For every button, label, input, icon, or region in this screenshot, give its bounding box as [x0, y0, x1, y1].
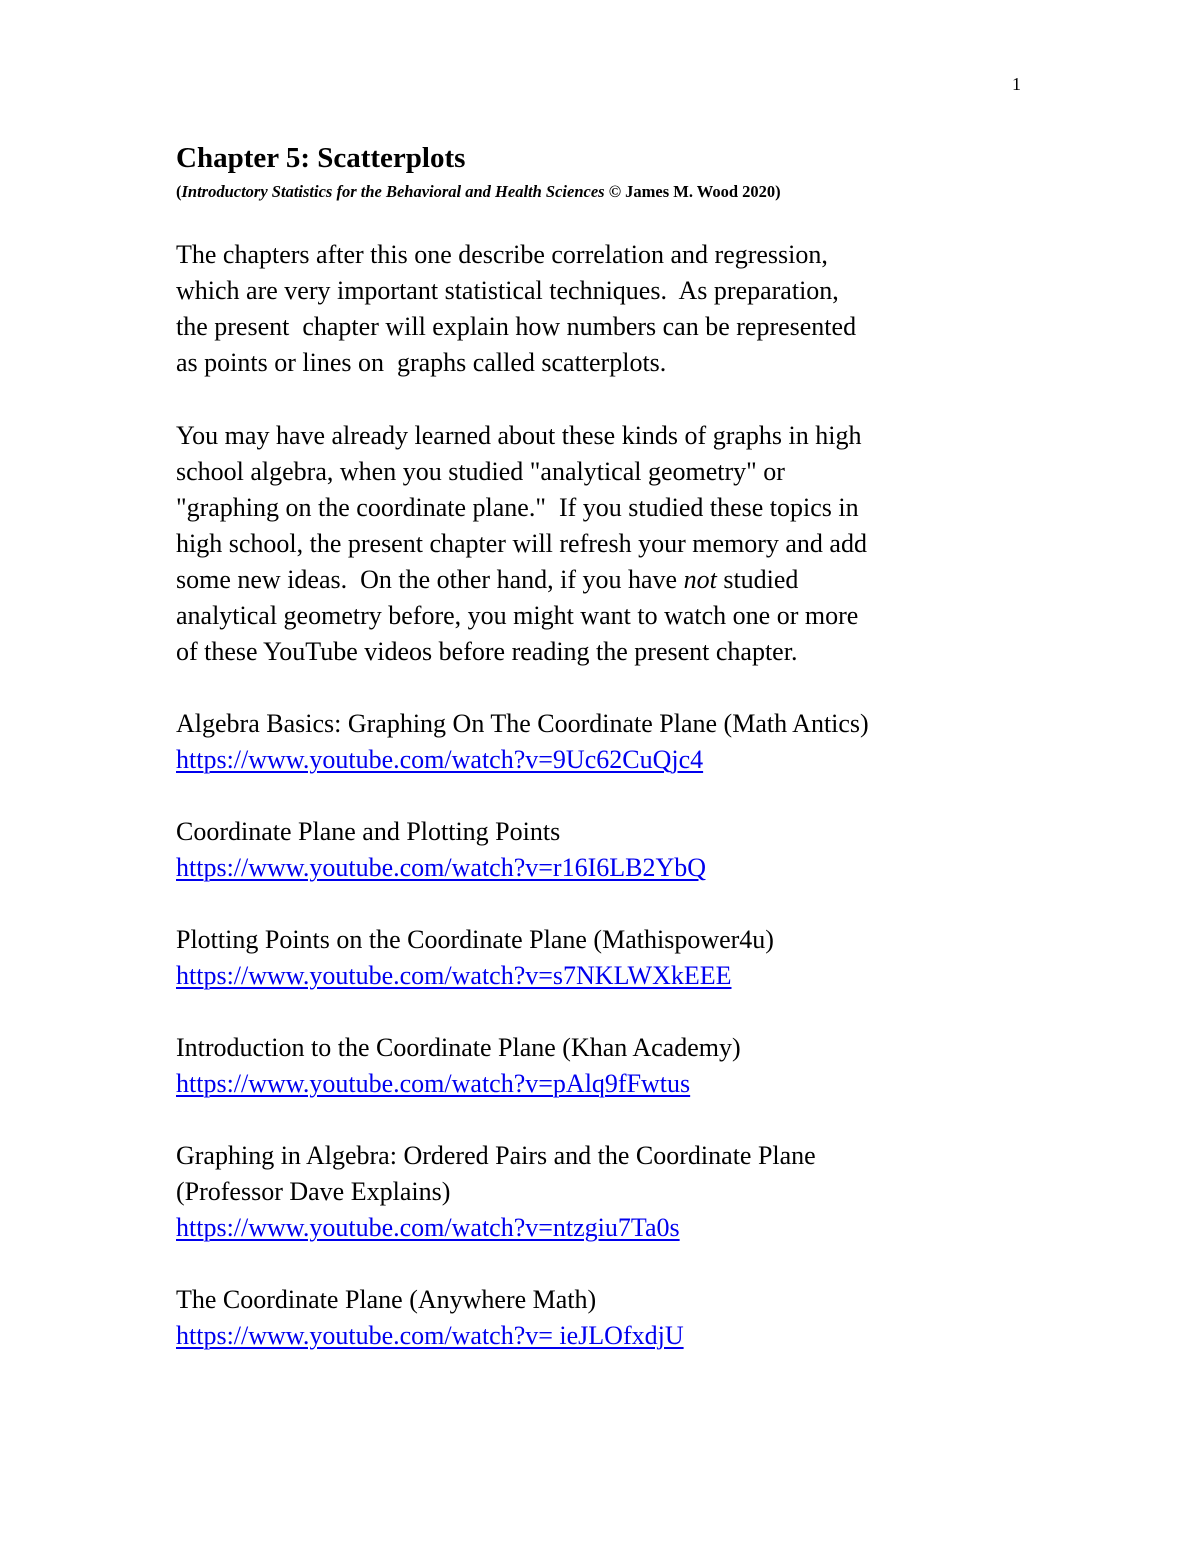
subtitle-book-title: Introductory Statistics for the Behavioral and Health Sciences	[181, 182, 605, 201]
video-link[interactable]: https://www.youtube.com/watch?v=s7NKLWXkEEE	[176, 961, 732, 990]
video-title: Introduction to the Coordinate Plane (Khan Academy)	[176, 1033, 741, 1062]
chapter-subtitle	[176, 182, 781, 202]
video-title: Algebra Basics: Graphing On The Coordinate Plane (Math Antics)	[176, 709, 869, 738]
video-title: (Professor Dave Explains)	[176, 1177, 451, 1206]
video-title: Graphing in Algebra: Ordered Pairs and the Coordinate Plane	[176, 1141, 816, 1170]
emphasis-not: not	[683, 565, 717, 594]
video-entry-anywhere-math	[176, 1282, 1036, 1354]
prereq-line: "graphing on the coordinate plane." If you studied these topics in	[176, 493, 859, 522]
video-title: Plotting Points on the Coordinate Plane (Mathispower4u)	[176, 925, 774, 954]
intro-line: which are very important statistical techniques. As preparation,	[176, 276, 839, 305]
intro-paragraph	[176, 237, 1036, 381]
page-number: 1	[1012, 74, 1021, 94]
intro-line: as points or lines on graphs called scatterplots.	[176, 348, 667, 377]
video-title: Coordinate Plane and Plotting Points	[176, 817, 561, 846]
intro-line: The chapters after this one describe correlation and regression,	[176, 240, 828, 269]
subtitle-copyright: © James M. Wood 2020)	[604, 182, 781, 201]
prerequisites-paragraph	[176, 418, 1036, 670]
prereq-line	[176, 562, 1036, 598]
video-entry-professor-dave	[176, 1138, 1036, 1246]
chapter-title: Chapter 5: Scatterplots	[176, 142, 466, 174]
intro-line: the present chapter will explain how numbers can be represented	[176, 312, 857, 341]
video-link[interactable]: https://www.youtube.com/watch?v= ieJLOfxdjU	[176, 1321, 684, 1350]
video-link[interactable]: https://www.youtube.com/watch?v=ntzgiu7Ta0s	[176, 1213, 680, 1242]
video-entry-math-antics	[176, 706, 1036, 778]
video-entry-plotting-points	[176, 814, 1036, 886]
video-entry-mathispower4u	[176, 922, 1036, 994]
video-link[interactable]: https://www.youtube.com/watch?v=9Uc62CuQjc4	[176, 745, 704, 774]
video-list	[176, 706, 1036, 1390]
prereq-line: analytical geometry before, you might want to watch one or more	[176, 601, 859, 630]
prereq-line: high school, the present chapter will refresh your memory and add	[176, 529, 867, 558]
prereq-line: You may have already learned about these kinds of graphs in high	[176, 421, 862, 450]
video-entry-khan-academy	[176, 1030, 1036, 1102]
prereq-line: school algebra, when you studied "analytical geometry" or	[176, 457, 785, 486]
video-title: The Coordinate Plane (Anywhere Math)	[176, 1285, 597, 1314]
video-link[interactable]: https://www.youtube.com/watch?v=pAlq9fFwtus	[176, 1069, 691, 1098]
prereq-line: of these YouTube videos before reading the present chapter.	[176, 637, 798, 666]
subtitle-open-paren: (	[176, 182, 182, 201]
prereq-text: some new ideas. On the other hand, if you have	[176, 565, 684, 594]
prereq-text: studied	[716, 565, 799, 594]
video-link[interactable]: https://www.youtube.com/watch?v=r16I6LB2YbQ	[176, 853, 707, 882]
